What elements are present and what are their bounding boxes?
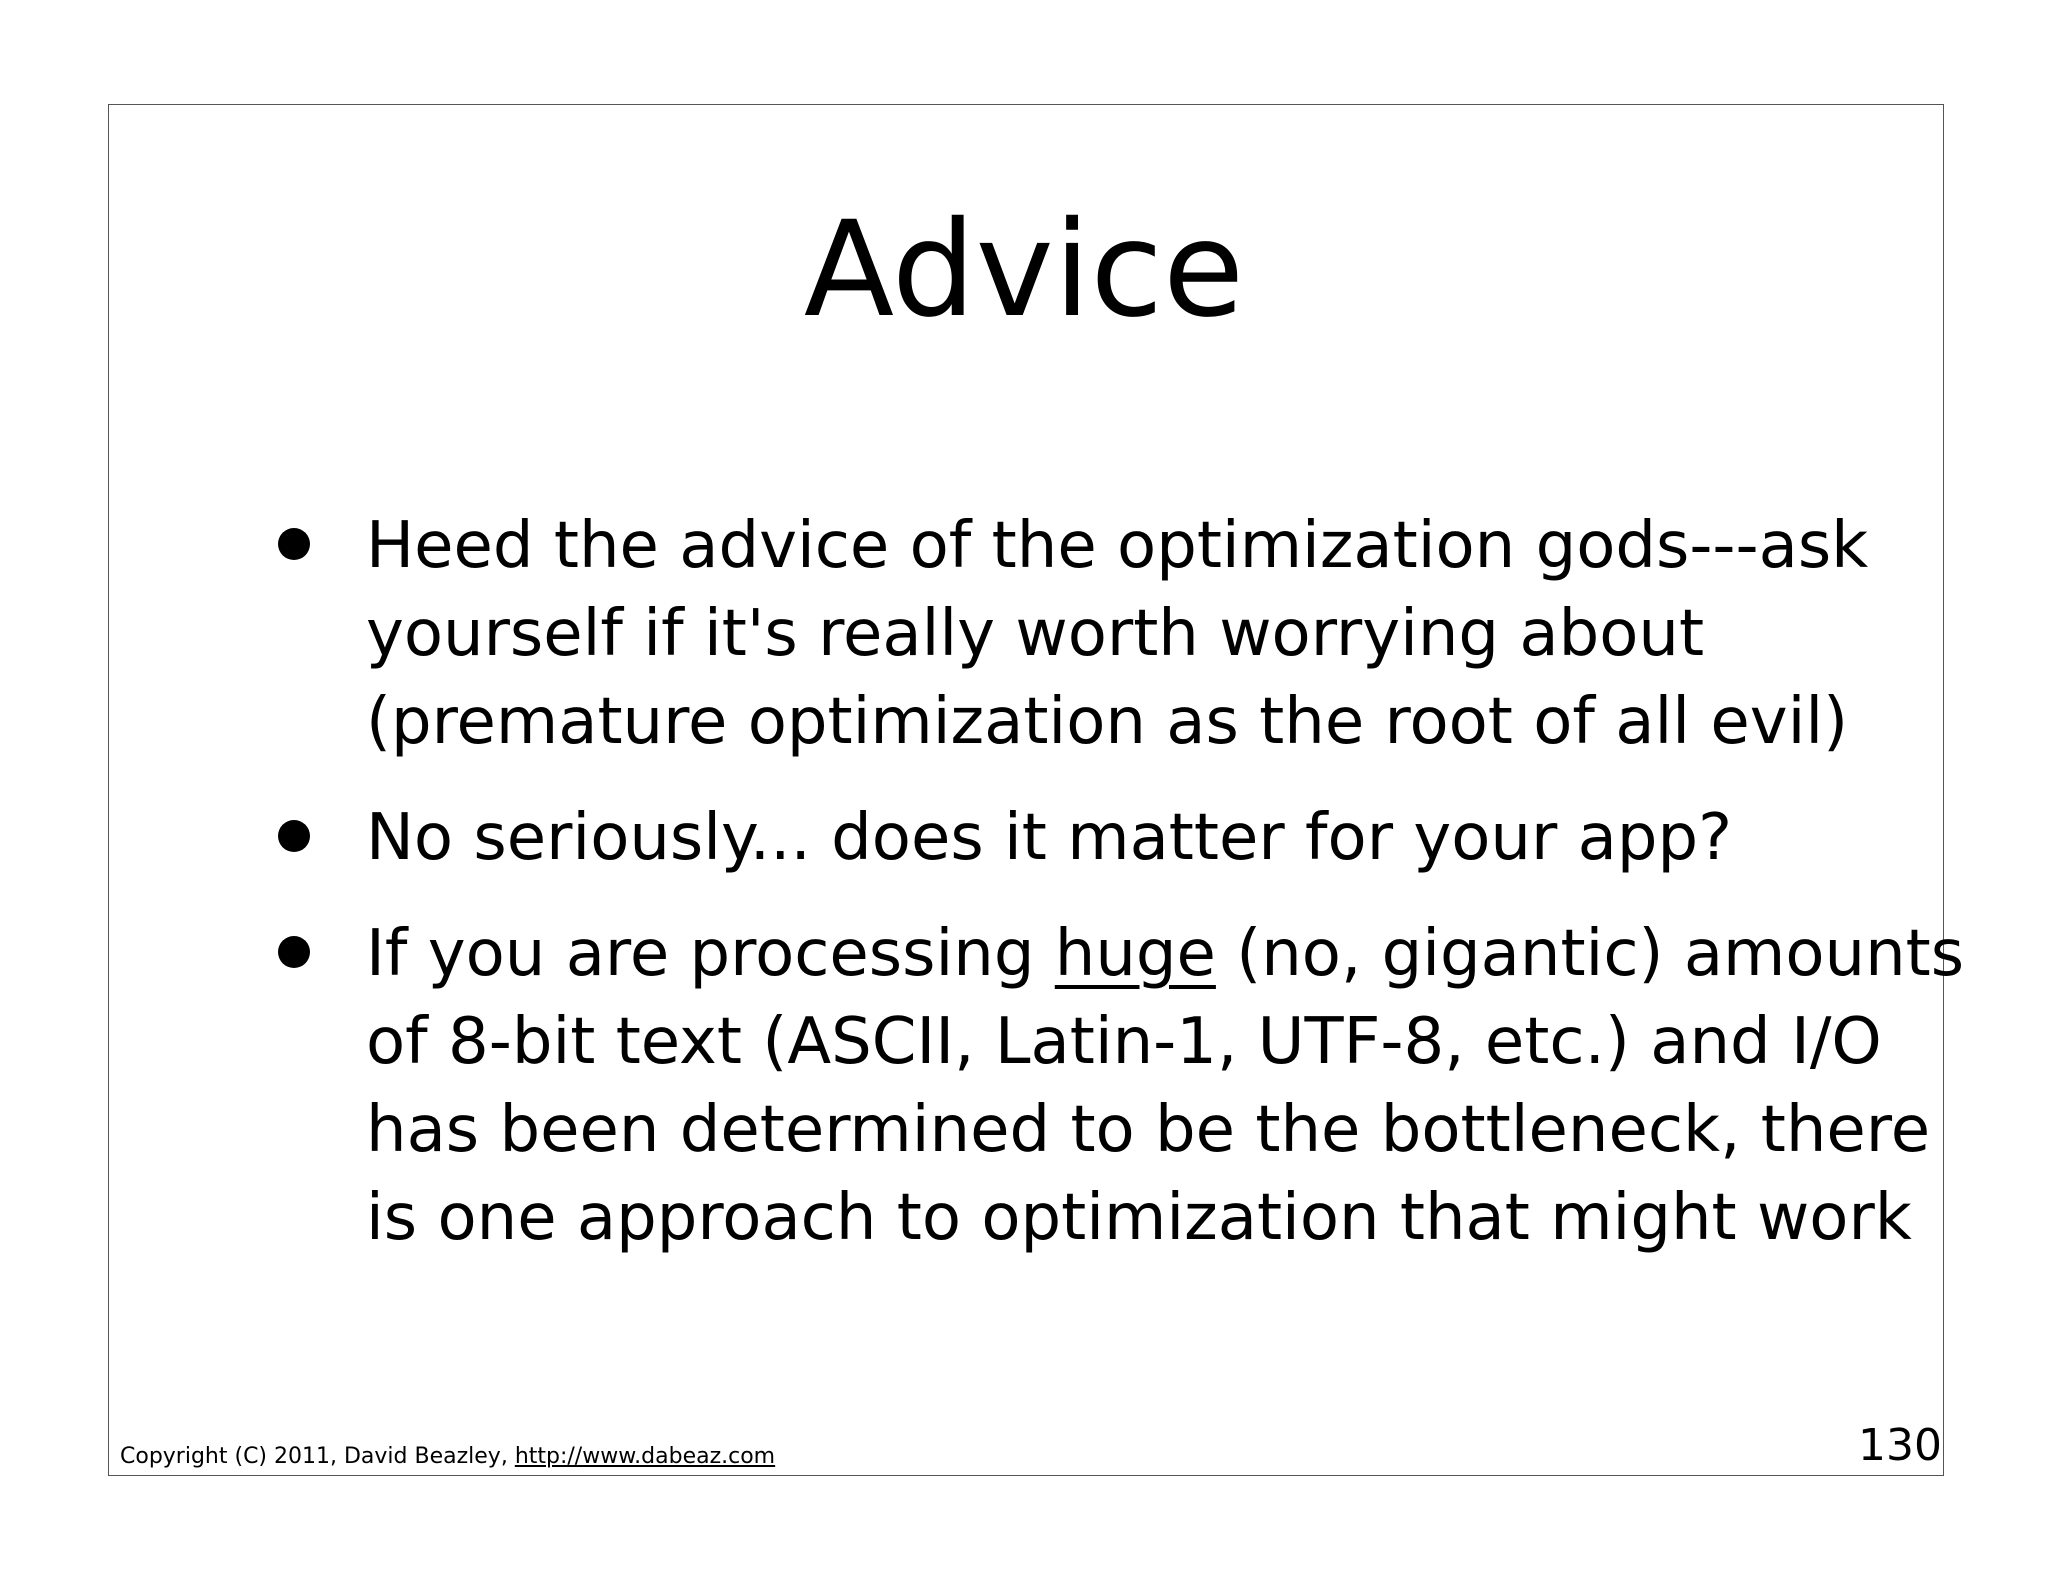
- bullet-item-does-it-matter: [268, 794, 1868, 882]
- bullet-dot-icon: [278, 936, 310, 968]
- bullet-text: (no, gigantic) amounts: [1215, 917, 1965, 991]
- bullet-dot-icon: [278, 528, 310, 560]
- emphasis-underlined-text: huge: [1054, 917, 1216, 991]
- bullet-item-optimization-gods: [268, 502, 1868, 766]
- bullet-line: Heed the advice of the optimization gods---ask: [366, 509, 1869, 583]
- bullet-line: No seriously... does it matter for your app?: [366, 801, 1733, 875]
- bullet-line: is one approach to optimization that might work: [366, 1181, 1912, 1255]
- website-link[interactable]: http://www.dabeaz.com: [514, 1444, 776, 1469]
- bullet-item-8bit-text: [268, 910, 1965, 1262]
- bullet-line: yourself if it's really worth worrying about: [366, 597, 1705, 671]
- bullet-line: (premature optimization as the root of all evil): [366, 685, 1849, 759]
- slide-title: Advice: [803, 193, 1245, 347]
- bullet-list: [268, 502, 1965, 1290]
- bullet-line: [366, 910, 1965, 998]
- bullet-line: of 8-bit text (ASCII, Latin-1, UTF-8, etc.) and I/O: [366, 1005, 1882, 1079]
- page-number: 130: [1858, 1420, 1942, 1471]
- footer-copyright: [120, 1443, 775, 1471]
- bullet-dot-icon: [278, 820, 310, 852]
- bullet-text: If you are processing: [366, 917, 1055, 991]
- bullet-line: has been determined to be the bottleneck, there: [366, 1093, 1931, 1167]
- copyright-text: Copyright (C) 2011, David Beazley,: [120, 1444, 515, 1469]
